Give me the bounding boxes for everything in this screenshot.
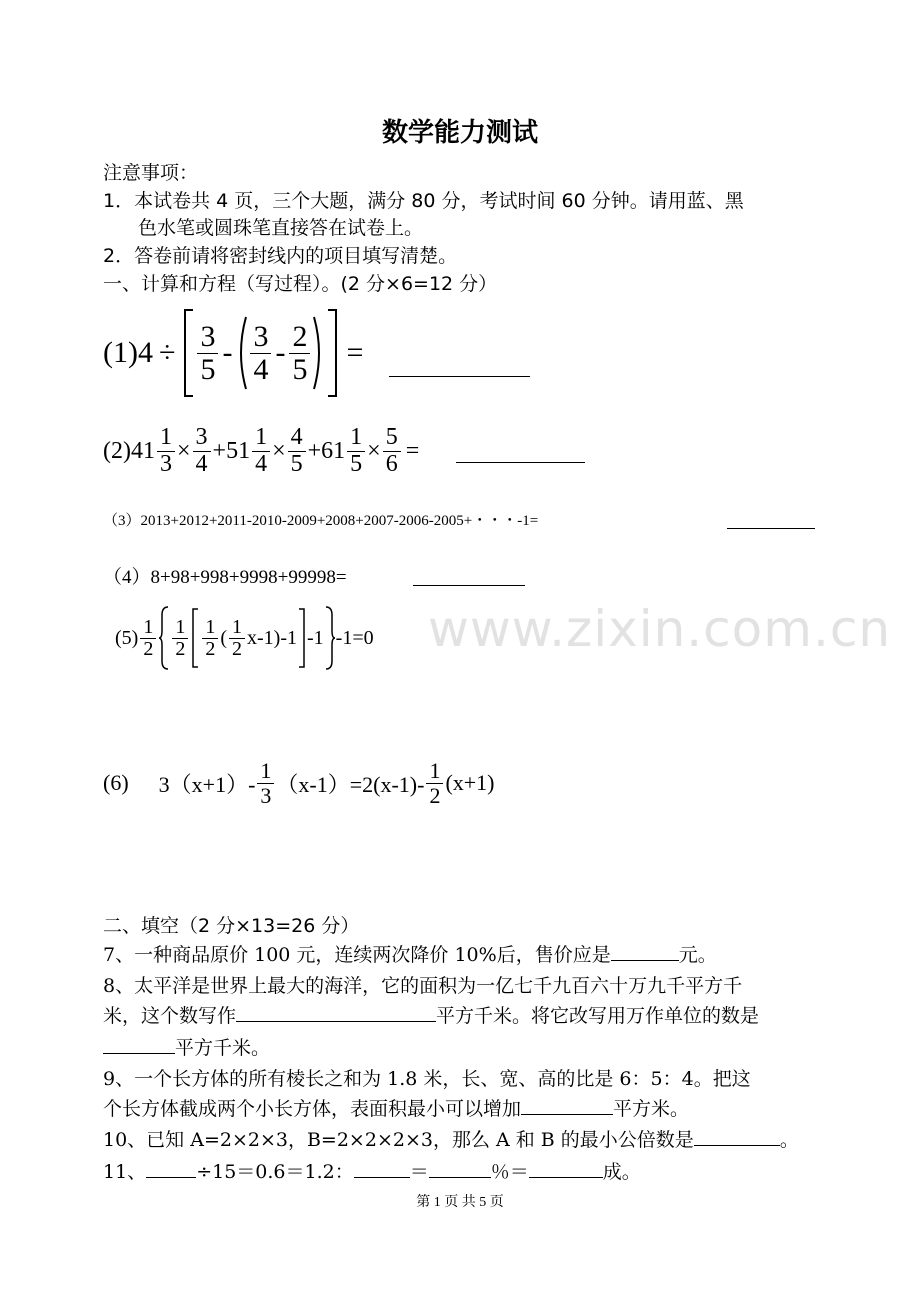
- q11-answer-blank-2[interactable]: [354, 1177, 410, 1178]
- q1-minus: -: [222, 336, 233, 369]
- q5-half-2: $\frac{1}{2}$: [172, 617, 188, 660]
- q8-answer-blank-2[interactable]: [103, 1053, 175, 1054]
- q11-label: 11、: [103, 1161, 147, 1183]
- q5-minus-1-a: )-1: [273, 626, 297, 649]
- q7-text: 7、一种商品原价 100 元，连续两次降价 10%后，售价应是: [103, 944, 611, 966]
- question-8-line-1: 8、太平洋是世界上最大的海洋，它的面积为一亿七千九百六十万九千平方千: [103, 975, 743, 997]
- q6-part-1: 3（x+1）-: [158, 771, 256, 797]
- question-6: [103, 748, 495, 818]
- q5-minus-1-b: -1: [307, 626, 324, 649]
- q2-fraction-2: $\frac{3}{4}$: [193, 425, 211, 476]
- q6-fraction-1: $\frac{1}{3}$: [257, 759, 274, 806]
- right-paren-icon: [312, 313, 326, 393]
- question-7: [103, 940, 717, 970]
- left-paren-icon: [234, 313, 248, 393]
- q4-answer-blank[interactable]: [413, 585, 525, 586]
- q2-plus-51: +51: [212, 437, 251, 464]
- q2-equals: =: [405, 437, 420, 464]
- q5-open-paren: (: [220, 626, 227, 649]
- q2-fraction-3: $\frac{1}{4}$: [252, 425, 270, 476]
- q7-answer-blank[interactable]: [611, 960, 679, 961]
- q9-answer-blank[interactable]: [521, 1114, 613, 1115]
- notice-item-1b: 色水笔或圆珠笔直接答在试卷上。: [138, 217, 424, 239]
- q2-label: (2)41: [103, 437, 155, 464]
- q10-answer-blank[interactable]: [694, 1145, 780, 1146]
- q10-end: 。: [779, 1129, 799, 1151]
- q6-label: (6): [103, 770, 129, 795]
- question-9-line-1: 9、一个长方体的所有棱长之和为 1.8 米，长、宽、高的比是 6：5：4。把这: [103, 1068, 751, 1090]
- left-bracket-small-icon: [190, 607, 200, 669]
- q9-text-c: 平方米。: [613, 1098, 690, 1120]
- q6-part-2: （x-1）=2(x-1)-: [276, 771, 425, 797]
- left-bracket-icon: [181, 307, 195, 399]
- q1-minus-2: -: [275, 336, 286, 369]
- q5-tail: -1=0: [335, 626, 374, 649]
- question-3: （3）2013+2012+2011-2010-2009+2008+2007-2006-2005+・・・-1=: [103, 513, 539, 529]
- q11-answer-blank-4[interactable]: [529, 1177, 603, 1178]
- question-9-line-2: [103, 1094, 689, 1124]
- q2-fraction-5: $\frac{1}{5}$: [347, 425, 365, 476]
- question-5: [115, 603, 374, 673]
- q5-inner: x-1: [247, 626, 274, 649]
- q3-answer-blank[interactable]: [727, 528, 815, 529]
- right-bracket-icon: [326, 307, 340, 399]
- q11-text-e: 成。: [602, 1161, 641, 1183]
- right-brace-icon: [324, 605, 336, 671]
- q2-times-3: ×: [367, 437, 381, 464]
- q8-answer-blank-1[interactable]: [236, 1021, 436, 1022]
- notice-heading: 注意事项：: [103, 162, 199, 184]
- section-1-heading: 一、计算和方程（写过程）。(2 分×6=12 分）: [103, 273, 498, 295]
- q11-text-c: ＝: [409, 1161, 429, 1183]
- question-2: [103, 415, 419, 487]
- q2-plus-61: +61: [307, 437, 346, 464]
- q9-text-b: 个长方体截成两个小长方体，表面积最小可以增加: [103, 1098, 522, 1120]
- q5-half-3: $\frac{1}{2}$: [202, 617, 218, 660]
- question-4: （4）8+98+998+9998+99998=: [103, 567, 347, 588]
- notice-item-1a: 1．本试卷共 4 页，三个大题，满分 80 分，考试时间 60 分钟。请用蓝、黑: [103, 190, 744, 212]
- q2-times-2: ×: [272, 437, 286, 464]
- q2-times-1: ×: [176, 437, 191, 464]
- q1-equals: =: [346, 336, 364, 369]
- q11-text-d: ％＝: [490, 1161, 529, 1183]
- q1-fraction-c: $\frac{2}{5}$: [289, 321, 310, 385]
- q11-answer-blank-3[interactable]: [429, 1177, 491, 1178]
- q1-label: (1)4: [103, 336, 153, 369]
- q5-label: (5): [115, 626, 139, 649]
- q6-fraction-2: $\frac{1}{2}$: [426, 759, 443, 806]
- q2-fraction-6: $\frac{5}{6}$: [383, 425, 401, 476]
- question-1: [103, 305, 363, 401]
- q10-text: 10、已知 A=2×2×3，B=2×2×2×3，那么 A 和 B 的最小公倍数是: [103, 1129, 694, 1151]
- question-10: [103, 1125, 799, 1155]
- right-bracket-small-icon: [297, 607, 307, 669]
- q1-fraction-a: $\frac{3}{5}$: [197, 321, 218, 385]
- q8-text-c: 平方千米。将它改写用万作单位的数是: [436, 1005, 760, 1027]
- q8-text-d: 平方千米。: [175, 1037, 271, 1059]
- left-brace-icon: [158, 605, 170, 671]
- q1-fraction-b: $\frac{3}{4}$: [250, 321, 271, 385]
- notice-item-2: 2．答卷前请将密封线内的项目填写清楚。: [103, 245, 458, 267]
- page-footer: 第 1 页 共 5 页: [416, 1195, 504, 1210]
- page-title: 数学能力测试: [381, 118, 538, 148]
- q2-fraction-4: $\frac{4}{5}$: [288, 425, 306, 476]
- section-2-heading: 二、填空（2 分×13=26 分）: [103, 915, 360, 937]
- q6-part-3: (x+1): [445, 770, 495, 795]
- watermark: www.zixin.com.cn: [428, 600, 892, 658]
- q5-half-1: $\frac{1}{2}$: [140, 617, 156, 660]
- question-11: [103, 1157, 641, 1187]
- q5-half-4: $\frac{1}{2}$: [229, 617, 245, 660]
- q7-unit: 元。: [678, 944, 717, 966]
- question-8-line-3: [103, 1033, 270, 1063]
- q8-text-b: 米，这个数写作: [103, 1005, 237, 1027]
- q1-divide-sign: ÷: [158, 336, 176, 369]
- q1-answer-blank[interactable]: [389, 376, 530, 377]
- q11-answer-blank-1[interactable]: [146, 1177, 196, 1178]
- q11-text-b: ÷15＝0.6＝1.2：: [196, 1161, 354, 1183]
- q2-fraction-1: $\frac{1}{3}$: [157, 425, 175, 476]
- question-8-line-2: [103, 1001, 759, 1031]
- q2-answer-blank[interactable]: [456, 462, 585, 463]
